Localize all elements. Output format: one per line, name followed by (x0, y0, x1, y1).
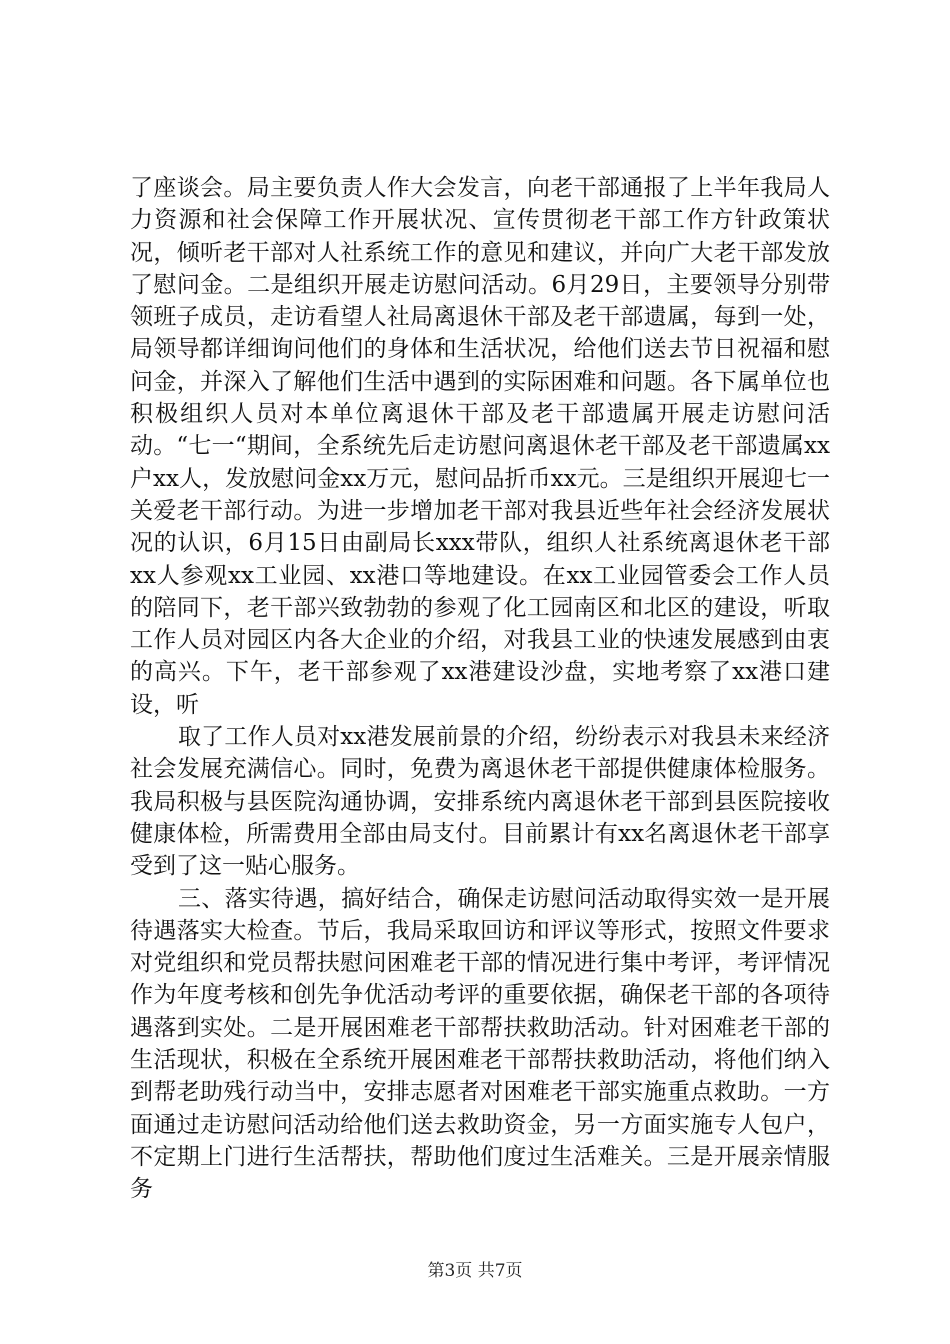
paragraph-3: 三、落实待遇，搞好结合，确保走访慰问活动取得实效一是开展待遇落实大检查。节后，我局采取回访和评议等形式，按照文件要求对党组织和党员帮扶慰问困难老干部的情况进行集中考评，考评情况作为年度考核和创先争优活动考评的重要依据，确保老干部的各项待遇落到实处。二是开展困难老干部帮扶救助活动。针对困难老干部的生活现状，积极在全系统开展困难老干部帮扶救助活动，将他们纳入到帮老助残行动当中，安排志愿者对困难老干部实施重点救助。一方面通过走访慰问活动给他们送去救助资金，另一方面实施专人包户，不定期上门进行生活帮扶，帮助他们度过生活难关。三是开展亲情服务 (130, 885, 830, 1203)
document-body (130, 172, 830, 1206)
paragraph-2: 取了工作人员对xx港发展前景的介绍，纷纷表示对我县未来经济社会发展充满信心。同时，免费为离退休老干部提供健康体检服务。我局积极与县医院沟通协调，安排系统内离退休老干部到县医院接收健康体检，所需费用全部由局支付。目前累计有xx名离退休老干部享受到了这一贴心服务。 (130, 724, 830, 880)
page-number-footer: 第3页 共7页 (427, 1261, 523, 1281)
paragraph-1: 了座谈会。局主要负责人作大会发言，向老干部通报了上半年我局人力资源和社会保障工作开展状况、宣传贯彻老干部工作方针政策状况，倾听老干部对人社系统工作的意见和建议，并向广大老干部发放了慰问金。二是组织开展走访慰问活动。6月29日，主要领导分别带领班子成员，走访看望人社局离退休干部及老干部遗属，每到一处，局领导都详细询问他们的身体和生活状况，给他们送去节日祝福和慰问金，并深入了解他们生活中遇到的实际困难和问题。各下属单位也积极组织人员对本单位离退休干部及老干部遗属开展走访慰问活动。“七一“期间，全系统先后走访慰问离退休老干部及老干部遗属xx户xx人，发放慰问金xx万元，慰问品折币xx元。三是组织开展迎七一关爱老干部行动。为进一步增加老干部对我县近些年社会经济发展状况的认识，6月15日由副局长xxx带队，组织人社系统离退休老干部xx人参观xx工业园、xx港口等地建设。在xx工业园管委会工作人员的陪同下，老干部兴致勃勃的参观了化工园南区和北区的建设，听取工作人员对园区内各大企业的介绍，对我县工业的快速发展感到由衷的高兴。下午，老干部参观了xx港建设沙盘，实地考察了xx港口建设，听 (130, 175, 830, 718)
